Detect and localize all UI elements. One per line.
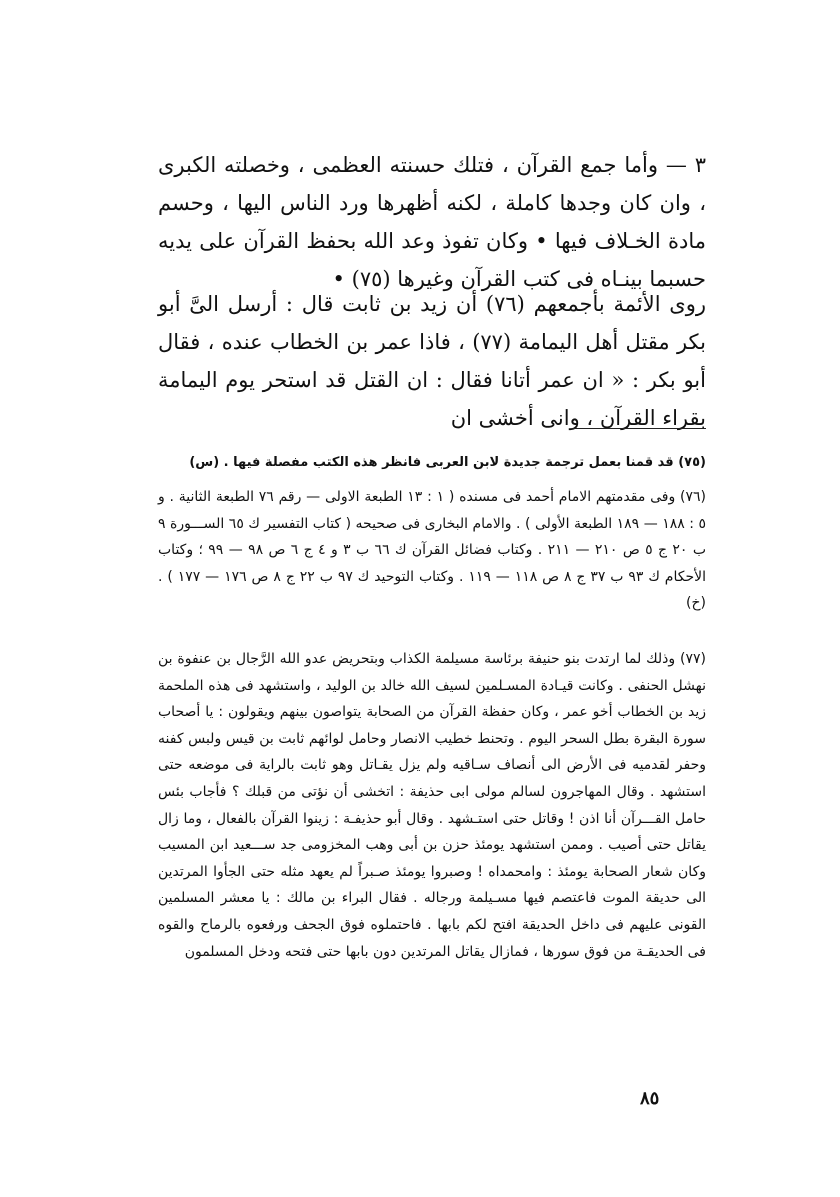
page-number: ٨٥ xyxy=(640,1088,660,1109)
footnote-separator xyxy=(572,428,706,429)
body-paragraph-2: روى الأئمة بأجمعهم (٧٦) أن زيد بن ثابت قال : أرسل الىَّ أبو بكر مقتل أهل اليمامة (٧٧) ، فاذا عمر بن الخطاب عنده ، فقال أبو بكر : « ان عمر أتانا فقال : ان القتل قد استحر يوم اليمامة بقراء القرآن ، وانى أخشى ان xyxy=(158,292,707,430)
body-paragraph-1: ٣ — وأما جمع القرآن ، فتلك حسنته العظمى ، وخصلته الكبرى ، وان كان وجدها كاملة ، لكنه أظهرها ورد الناس اليها ، وحسم مادة الخـلاف فيها • وكان تفوذ وعد الله بحفظ القرآن على يديه حسبما بينـاه فى كتب القرآن وغيرها (٧٥) • xyxy=(158,153,706,291)
footnote-76: (٧٦) وفى مقدمتهم الامام أحمد فى مسنده ( ١ : ١٣ الطبعة الاولى — رقم ٧٦ الطبعة الثانية . و ٥ : ١٨٨ — ١٨٩ الطبعة الأولى ) . والامام البخارى فى صحيحه ( كتاب التفسير ك ٦٥ الســـورة ٩ ب ٢٠ ج ٥ ص ٢١٠ — ٢١١ . وكتاب فضائل القرآن ك ٦٦ ب ٣ و ٤ ج ٦ ص ٩٨ — ٩٩ ؛ وكتاب الأحكام ك ٩٣ ب ٣٧ ج ٨ ص ١١٨ — ١١٩ . وكتاب التوحيد ك ٩٧ ب ٢٢ ج ٨ ص ١٧٦ — ١٧٧ ) . (خ) xyxy=(158,489,707,612)
footnote-77: (٧٧) وذلك لما ارتدت بنو حنيفة برئاسة مسيلمة الكذاب وبتحريض عدو الله الرَّجال بن عنفوة بن نهشل الحنفى . وكانت قيـادة المسـلمين لسيف الله خالد بن الوليد ، واستشهد فى هذه الملحمة زيد بن الخطاب أخو عمر ، وكان حفظة القرآن من الصحابة يتواصون بينهم ويقولون : يا أصحاب سورة البقرة بطل السحر اليوم . وتحنط خطيب الانصار وحامل لوائهم ثابت بن قيس ولبس كفنه وحفر لقدميه فى الأرض الى أنصاف سـاقيه ولم يزل يقـاتل وهو ثابت بالراية فى موضعه حتى استشهد . وقال المهاجرون لسالم مولى ابى حذيفة : اتخشى أن نؤتى من قبلك ؟ فأجاب بئس حامل القـــرآن أنا اذن ! وقاتل حتى استـشهد . وقال أبو حذيفـة : زينوا القرآن بالفعال ، وما زال يقاتل حتى أصيب . وممن استشهد يومئذ حزن بن أبى وهب المخزومى جد ســـعيد ابن المسيب وكان شعار الصحابة يومئذ : وامحمداه ! وصبروا يومئذ صـبراً لم يعهد مثله حتى الجأوا المرتدين الى حديقة الموت فاعتصم فيها مسـيلمة ورجاله . فقال البراء بن مالك : يا معشر المسلمين القونى عليهم فى داخل الحديقة افتح لكم بابها . فاحتملوه فوق الجحف ورفعوه بالرماح والقوه فى الحديقـة من فوق سورها ، فمازال يقاتل المرتدين دون بابها حتى فتحه ودخل المسلمون xyxy=(158,651,706,960)
footnote-75: (٧٥) قد قمنا بعمل ترجمة جديدة لابن العربى فانظر هذه الكتب مفصلة فيها . (س) xyxy=(189,455,706,470)
